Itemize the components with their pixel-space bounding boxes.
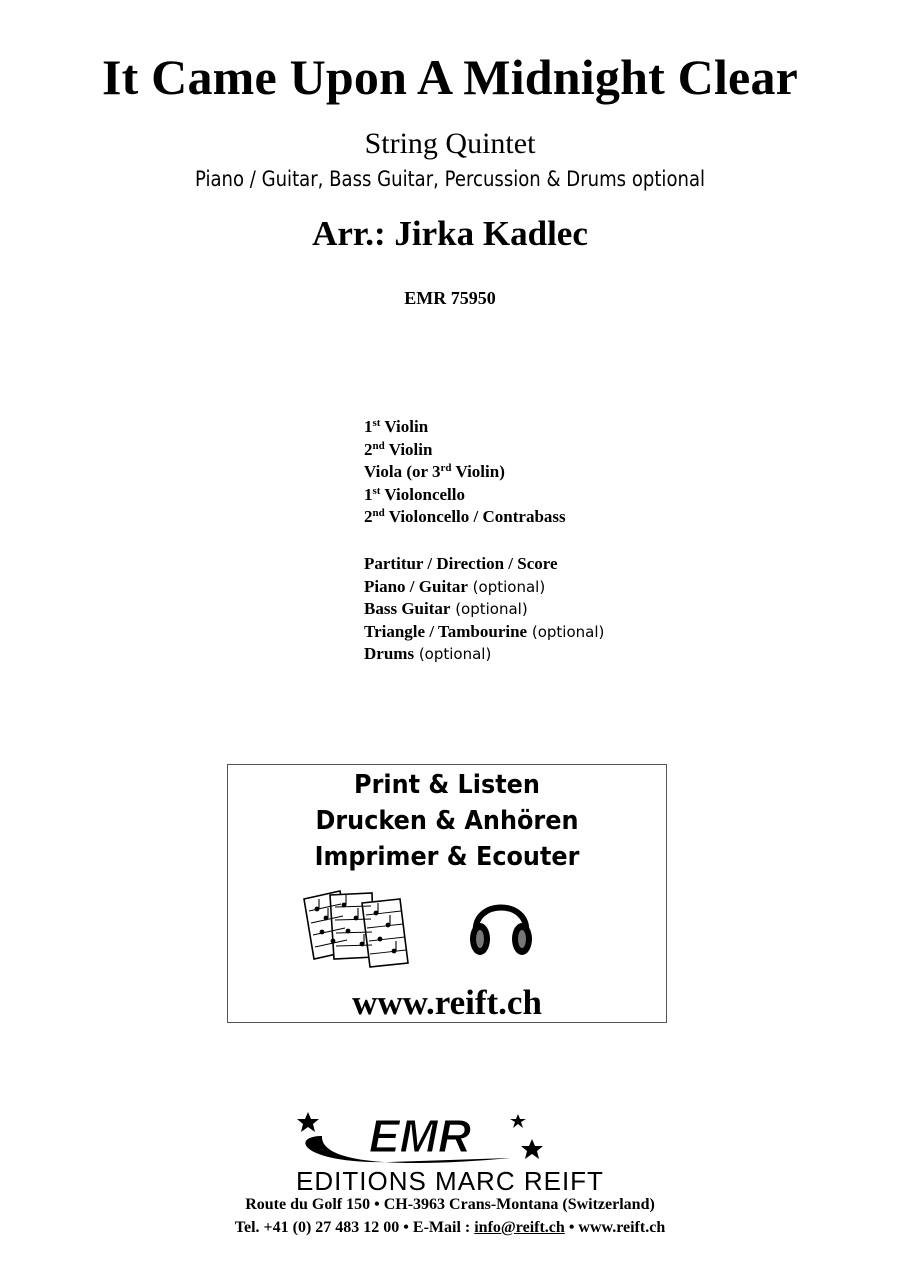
promo-line-de: Drucken & Anhören	[315, 806, 579, 836]
score-part-item: Triangle / Tambourine (optional)	[364, 621, 605, 641]
catalog-number: EMR 75950	[404, 288, 496, 308]
print-listen-box	[227, 764, 667, 1023]
parts-list	[364, 416, 566, 529]
part-item: Viola (or 3rd Violin)	[364, 462, 505, 482]
emr-logo-text: EMR	[368, 1110, 472, 1162]
publisher-name: EDITIONS MARC REIFT	[296, 1166, 604, 1194]
subtitle: String Quintet	[364, 127, 536, 160]
score-part-item: Drums (optional)	[364, 644, 492, 664]
headphones-icon	[466, 889, 536, 961]
instrumentation-note: Piano / Guitar, Bass Guitar, Percussion & Drums optional	[194, 167, 706, 191]
promo-url[interactable]: www.reift.ch	[352, 983, 542, 1022]
sheet-music-icon	[300, 887, 412, 969]
publisher-contact: Tel. +41 (0) 27 483 12 00 • E-Mail : info@reift.ch • www.reift.ch	[234, 1219, 666, 1236]
email-link[interactable]: info@reift.ch	[474, 1219, 565, 1236]
score-parts-list	[364, 553, 604, 666]
promo-line-en: Print & Listen	[354, 770, 540, 800]
part-item: 1st Violoncello	[364, 484, 465, 504]
part-item: 2nd Violoncello / Contrabass	[364, 507, 566, 527]
part-item: 2nd Violin	[364, 439, 433, 459]
score-part-item: Partitur / Direction / Score	[364, 554, 558, 573]
page-title: It Came Upon A Midnight Clear	[101, 49, 799, 105]
score-part-item: Bass Guitar (optional)	[364, 599, 528, 619]
publisher-address: Route du Golf 150 • CH-3963 Crans-Montana (Switzerland)	[245, 1196, 655, 1213]
arranger: Arr.: Jirka Kadlec	[312, 214, 588, 253]
score-part-item: Piano / Guitar (optional)	[364, 576, 546, 596]
emr-logo	[250, 1106, 650, 1199]
emr-logo-graphic	[250, 1106, 650, 1194]
promo-line-fr: Imprimer & Ecouter	[314, 842, 580, 872]
part-item: 1st Violin	[364, 417, 429, 436]
